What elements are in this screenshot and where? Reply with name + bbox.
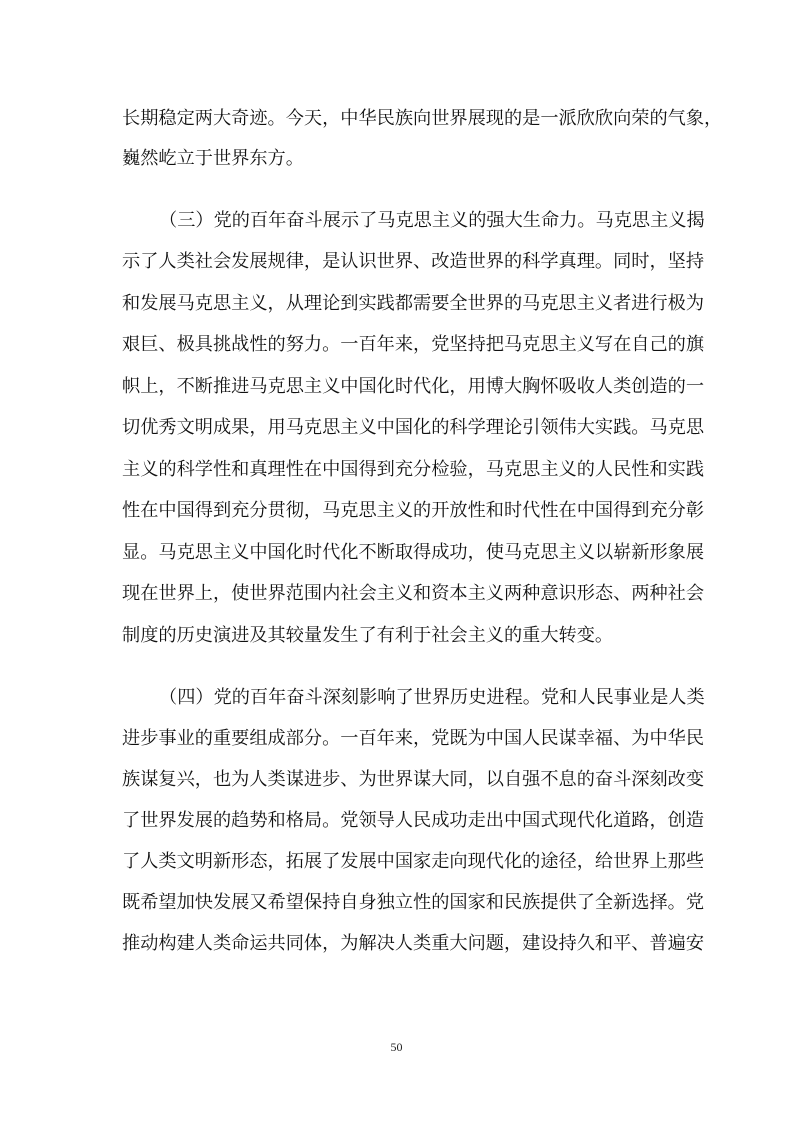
paragraph-2-line-2: 示了人类社会发展规律，是认识世界、改造世界的科学真理。同时，坚持 — [122, 251, 705, 272]
paragraph-3-line-7: 推动构建人类命运共同体，为解决人类重大问题，建设持久和平、普遍安 — [122, 933, 705, 954]
paragraph-2-line-10: 现在世界上，使世界范围内社会主义和资本主义两种意识形态、两种社会 — [122, 583, 705, 604]
paragraph-3-line-4: 了世界发展的趋势和格局。党领导人民成功走出中国式现代化道路，创造 — [122, 810, 705, 831]
page-number: 50 — [390, 1040, 403, 1054]
paragraph-2-line-7: 主义的科学性和真理性在中国得到充分检验，马克思主义的人民性和实践 — [122, 459, 705, 480]
paragraph-3-line-5: 了人类文明新形态，拓展了发展中国家走向现代化的途径，给世界上那些 — [122, 851, 705, 872]
paragraph-3-line-6: 既希望加快发展又希望保持自身独立性的国家和民族提供了全新选择。党 — [122, 892, 705, 913]
paragraph-2-line-6: 切优秀文明成果，用马克思主义中国化的科学理论引领伟大实践。马克思 — [122, 417, 705, 438]
paragraph-3-line-2: 进步事业的重要组成部分。一百年来，党既为中国人民谋幸福、为中华民 — [122, 728, 705, 749]
paragraph-2-line-3: 和发展马克思主义，从理论到实践都需要全世界的马克思主义者进行极为 — [122, 293, 705, 314]
paragraph-2-line-9: 显。马克思主义中国化时代化不断取得成功，使马克思主义以崭新形象展 — [122, 542, 705, 563]
paragraph-3-line-3: 族谋复兴，也为人类谋进步、为世界谋大同，以自强不息的奋斗深刻改变 — [122, 769, 705, 790]
paragraph-1-line-1: 长期稳定两大奇迹。今天，中华民族向世界展现的是一派欣欣向荣的气象， — [122, 108, 723, 129]
paragraph-2-line-5: 帜上，不断推进马克思主义中国化时代化，用博大胸怀吸收人类创造的一 — [122, 376, 705, 397]
paragraph-2-line-11: 制度的历史演进及其较量发生了有利于社会主义的重大转变。 — [122, 625, 614, 646]
paragraph-3-line-1: （四）党的百年奋斗深刻影响了世界历史进程。党和人民事业是人类 — [159, 687, 705, 708]
paragraph-2-line-4: 艰巨、极具挑战性的努力。一百年来，党坚持把马克思主义写在自己的旗 — [122, 334, 705, 355]
paragraph-2-line-1: （三）党的百年奋斗展示了马克思主义的强大生命力。马克思主义揭 — [159, 210, 705, 231]
paragraph-2-line-8: 性在中国得到充分贯彻，马克思主义的开放性和时代性在中国得到充分彰 — [122, 500, 705, 521]
paragraph-1-line-2: 巍然屹立于世界东方。 — [122, 148, 304, 169]
